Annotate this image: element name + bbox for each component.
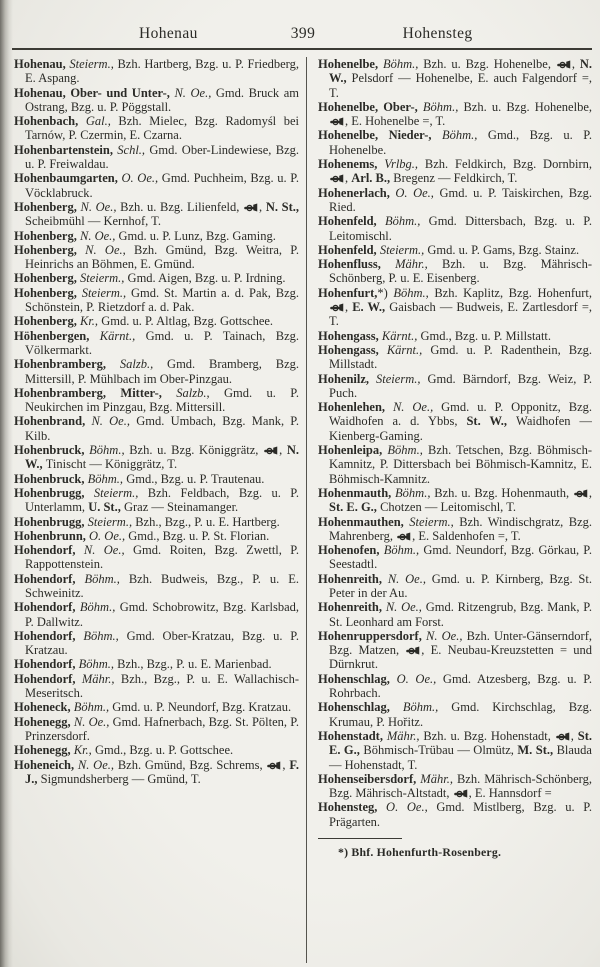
gazetteer-entry <box>14 515 299 529</box>
entry-bold-text: N. St., <box>265 199 299 214</box>
gazetteer-entry <box>14 700 299 714</box>
crownland-abbrev: N. Oe., <box>91 414 137 429</box>
entry-bold-text: Hohenmauth, <box>318 485 396 500</box>
entry-text: Gmd. u. P. Opponitz, Bzg. Waidhofen a. d. Ybbs, <box>329 400 592 429</box>
crownland-abbrev: Mähr., <box>386 728 424 743</box>
entry-text: Gmd. Schobrowitz, Bzg. Karlsbad, P. Dallwitz. <box>25 600 300 629</box>
entry-bold-text: E. W., <box>352 300 390 315</box>
gazetteer-entry <box>14 386 299 415</box>
gazetteer-entry <box>318 800 592 829</box>
posthorn-railway-icon <box>330 174 344 183</box>
entry-bold-text: Hohenlehen, <box>318 400 393 415</box>
header-keyword-left: Hohenau <box>139 25 198 42</box>
entry-bold-text: Hohenbach, <box>14 114 86 129</box>
crownland-abbrev: Gal., <box>85 114 119 129</box>
gazetteer-entry <box>318 600 592 629</box>
entry-text: Böhmisch-Trübau — Olmütz, <box>363 743 518 758</box>
entry-bold-text: Hohenfluss, <box>318 257 396 272</box>
gazetteer-entry <box>318 543 592 572</box>
crownland-abbrev: Steierm., <box>79 271 128 286</box>
page-number: 399 <box>290 25 316 42</box>
entry-bold-text: Hohenbrand, <box>14 414 92 429</box>
text-columns <box>0 50 600 963</box>
crownland-abbrev: Böhm., <box>87 471 127 486</box>
posthorn-railway-icon <box>330 303 344 312</box>
crownland-abbrev: Böhm., <box>383 543 424 558</box>
entry-text: , <box>345 300 353 315</box>
crownland-abbrev: O. Oe., <box>395 185 440 200</box>
posthorn-railway-icon <box>330 117 344 126</box>
gazetteer-entry <box>318 128 592 157</box>
entry-text: Bzh. u. Bzg. Mährisch-Schönberg, P. u. E. Eisenberg. <box>329 257 592 286</box>
posthorn-railway-icon <box>406 646 420 655</box>
entry-text: Gmd. u. P. Neundorf, Bzg. Kratzau. <box>112 700 292 715</box>
entry-bold-text: Hohensteg, <box>318 800 387 815</box>
crownland-abbrev: N. Oe., <box>83 543 134 558</box>
entry-text: Scheibmühl — Kernhof, T. <box>25 214 161 229</box>
crownland-abbrev: O. Oe., <box>121 171 162 186</box>
crownland-abbrev: O. Oe., <box>386 800 437 815</box>
entry-text: Bzh. Hartberg, Bzg. u. P. Friedberg, E. Aspang. <box>25 57 299 86</box>
crownland-abbrev: N. Oe., <box>85 242 135 257</box>
gazetteer-entry <box>14 86 299 115</box>
crownland-abbrev: Böhm., <box>382 57 424 71</box>
entry-text: Bzh. Budweis, Bzg., P. u. E. Schweinitz. <box>25 571 299 600</box>
entry-text: , <box>345 171 352 186</box>
footnote-body: Bhf. Hohenfurth-Rosenberg. <box>351 845 502 860</box>
crownland-abbrev: N. Oe., <box>174 85 216 100</box>
entry-text: Gmd. Ober-Lindewiese, Bzg. u. P. Freiwaldau. <box>25 142 299 172</box>
entry-text: Blauda — Hohenstadt, T. <box>329 743 592 772</box>
gazetteer-entry <box>14 143 299 172</box>
crownland-abbrev: Steierm., <box>81 285 131 300</box>
crownland-abbrev: N. Oe., <box>77 757 118 772</box>
gazetteer-entry <box>318 443 592 486</box>
entry-bold-text: Hohenmauthen, <box>318 514 410 529</box>
entry-bold-text: Hohenbrunn, <box>14 528 90 543</box>
entry-text: , <box>279 443 287 458</box>
entry-bold-text: Hohendorf, <box>14 571 85 586</box>
entry-text: Bzh. Kaplitz, Bzg. Hohenfurt, <box>434 285 592 300</box>
entry-text: Bzh. u. Bzg. Königgrätz, <box>129 443 264 458</box>
gazetteer-entry <box>318 57 592 100</box>
entry-text: Gmd. u. P. Neukirchen im Pinzgau, Bzg. Mittersill. <box>25 385 299 415</box>
gazetteer-entry <box>14 329 299 358</box>
crownland-abbrev: Kr., <box>73 743 95 758</box>
gazetteer-entry <box>14 114 299 143</box>
entry-text: Gaisbach — Budweis, E. Zartlesdorf =, T. <box>329 300 592 329</box>
entry-text: Gmd., Bzg. u. P. Trautenau. <box>126 471 265 486</box>
entry-text: Bzh. Mährisch-Schönberg, Bzg. Mährisch-Altstadt, <box>329 771 592 801</box>
entry-bold-text: Hohenleipa, <box>318 443 388 458</box>
entry-text: Gmd. Puchheim, Bzg. u. P. Vöcklabruck. <box>25 171 300 200</box>
crownland-abbrev: Böhm., <box>78 657 118 672</box>
crownland-abbrev: Schl., <box>117 142 150 157</box>
entry-bold-text: Hohenruppersdorf, <box>318 628 426 643</box>
entry-bold-text: Hohenberg, <box>14 314 80 329</box>
entry-text: Bzh. Mielec, Bzg. Radomyśl bei Tarnów, P. Czermin, E. Czarna. <box>25 114 299 143</box>
gazetteer-entry <box>318 329 592 343</box>
gazetteer-entry <box>14 243 299 272</box>
gazetteer-entry <box>14 672 299 701</box>
entry-bold-text: Hohenstadt, <box>318 728 387 743</box>
entry-text: Bregenz — Feldkirch, T. <box>393 171 518 186</box>
gazetteer-entry <box>318 257 592 286</box>
posthorn-railway-icon <box>244 203 258 212</box>
entry-bold-text: U. St., <box>88 500 124 515</box>
entry-bold-text: Arl. B., <box>351 171 394 186</box>
crownland-abbrev: Böhm., <box>89 443 130 458</box>
entry-bold-text: Hohenau, Ober- und Unter-, <box>14 85 175 100</box>
footnote-text <box>318 845 592 859</box>
entry-text: Bzh. Gmünd, Bzg. Schrems, <box>117 757 267 772</box>
running-head <box>0 0 600 43</box>
entry-bold-text: Hohenerlach, <box>318 185 396 200</box>
gazetteer-entry <box>318 286 592 329</box>
entry-bold-text: Hohenschlag, <box>318 671 397 686</box>
crownland-abbrev: Vrlbg., <box>384 157 425 172</box>
gazetteer-entries-right <box>318 57 592 829</box>
entry-text: , <box>571 57 580 71</box>
entry-text: , <box>259 199 266 214</box>
gazetteer-entry <box>318 186 592 215</box>
entry-text: Bzh., Bzg., P. u. E. Hartberg. <box>135 514 280 529</box>
gazetteer-entry <box>318 372 592 401</box>
entry-text: Gmd. Umbach, Bzg. Mank, P. Kilb. <box>25 414 299 443</box>
entry-bold-text: Hohenbrugg, <box>14 485 94 500</box>
entry-bold-text: M. St., <box>517 743 557 758</box>
crownland-abbrev: N. Oe., <box>385 600 426 615</box>
entry-bold-text: Höhenbergen, <box>14 328 100 343</box>
entry-bold-text: Hohenfurt, <box>318 285 378 300</box>
entry-bold-text: Hohendorf, <box>14 671 82 686</box>
crownland-abbrev: Böhm., <box>84 571 129 586</box>
posthorn-railway-icon <box>267 761 281 770</box>
entry-text: Gmd. Bärndorf, Bzg. Weiz, P. Puch. <box>329 371 592 400</box>
entry-text: Gmd. u. P. Tainach, Bzg. Völkermarkt. <box>25 328 299 357</box>
entry-bold-text: Hohendorf, <box>14 657 79 672</box>
entry-text: Sigmundsherberg — Gmünd, T. <box>40 771 201 786</box>
entry-text: Gmd., Bzg. u. P. St. Florian. <box>128 528 270 543</box>
footnote-marker: *) <box>338 845 349 860</box>
entry-bold-text: Hohenegg, <box>14 743 74 758</box>
entry-text: Bzh. u. Bzg. Hohenstadt, <box>423 728 555 743</box>
gazetteer-entry <box>14 657 299 671</box>
crownland-abbrev: Steierm., <box>69 57 118 71</box>
entry-text: Bzh. Tetschen, Bzg. Böhmisch-Kamnitz, P. Dittersbach bei Böhmisch-Kamnitz, E. Böhmisch-Kamnitz. <box>329 443 592 486</box>
entry-bold-text: Hohenilz, <box>318 371 377 386</box>
posthorn-railway-icon <box>557 60 571 69</box>
entry-text: Bzh. Feldbach, Bzg. u. P. Unterlamm, <box>25 485 299 515</box>
entry-bold-text: St. E. G., <box>329 500 381 515</box>
entry-text: Chotzen — Leitomischl, T. <box>380 500 517 515</box>
gazetteer-entry <box>14 572 299 601</box>
gazetteer-entry <box>318 343 592 372</box>
gazetteer-entry <box>14 357 299 386</box>
entry-bold-text: F. J., <box>25 757 299 786</box>
crownland-abbrev: Mähr., <box>395 257 442 272</box>
gazetteer-entry <box>318 100 592 129</box>
entry-bold-text: Hohenberg, <box>14 242 86 257</box>
crownland-abbrev: Kr., <box>79 314 102 329</box>
right-column <box>306 57 592 963</box>
crownland-abbrev: Steierm., <box>376 371 428 386</box>
posthorn-railway-icon <box>574 489 588 498</box>
gazetteer-entry <box>14 171 299 200</box>
entry-text: Gmd. Ritzengrub, Bzg. Mank, P. St. Leonhard am Forst. <box>329 600 592 629</box>
entry-text: Gmd. Bramberg, Bzg. Mittersill, P. Mühlbach im Ober-Pinzgau. <box>25 357 299 386</box>
crownland-abbrev: Böhm., <box>384 214 429 229</box>
entry-bold-text: Hohendorf, <box>14 600 80 615</box>
crownland-abbrev: O. Oe., <box>396 671 443 686</box>
entry-text: Gmd. u. P. Radenthein, Bzg. Millstadt. <box>329 342 592 372</box>
entry-text: Gmd. Hafnerbach, Bzg. St. Pölten, P. Prinzersdorf. <box>25 714 299 743</box>
entry-bold-text: Hohenseibersdorf, <box>318 771 421 786</box>
entry-text: Gmd. Neundorf, Bzg. Görkau, P. Seestadtl. <box>329 543 592 572</box>
entry-text: Gmd. Ober-Kratzau, Bzg. u. P. Kratzau. <box>25 628 299 658</box>
entry-text: , E. Hannsdorf = <box>468 786 552 801</box>
entry-text: Gmd., Bzg. u. P. Gottschee. <box>94 743 234 758</box>
entry-text: Pelsdorf — Hohenelbe, E. auch Falgendorf =, T. <box>329 71 592 100</box>
crownland-abbrev: Böhm., <box>422 99 464 114</box>
entry-text: , <box>282 757 290 772</box>
posthorn-railway-icon <box>397 532 411 541</box>
footnote-rule <box>318 838 402 839</box>
entry-text: , E. Saldenhofen =, T. <box>412 528 521 543</box>
entry-bold-text: St. W., <box>466 414 517 429</box>
entry-text: , E. Hohenelbe =, T. <box>345 114 446 129</box>
entry-text: Bzh. Gmünd, Bzg. Weitra, P. Heinrichs an Böhmen, E. Gmünd. <box>25 242 299 272</box>
entry-text: Bzh. u. Bzg. Lilienfeld, <box>120 199 244 214</box>
gazetteer-entry <box>14 715 299 744</box>
gazetteer-entry <box>318 515 592 544</box>
posthorn-railway-icon <box>556 732 570 741</box>
entry-text: Gmd. Mistlberg, Bzg. u. P. Prägarten. <box>329 800 592 829</box>
gazetteer-entry <box>318 486 592 515</box>
entry-text: Gmd. u. P. Lunz, Bzg. Gaming. <box>118 228 276 243</box>
entry-bold-text: Hohenfeld, <box>318 214 385 229</box>
entry-bold-text: Hohengass, <box>318 328 382 343</box>
entry-text: Gmd. Roiten, Bzg. Zwettl, P. Rappottenstein. <box>25 543 299 572</box>
crownland-abbrev: N. Oe., <box>426 628 467 643</box>
entry-bold-text: Hohendorf, <box>14 628 84 643</box>
gazetteer-entry <box>14 200 299 229</box>
entry-bold-text: N. W., <box>25 443 299 472</box>
entry-text: Bzh. Unter-Gänserndorf, Bzg. Matzen, <box>329 628 592 658</box>
entry-text: Bzh. u. Bzg. Hohenmauth, <box>434 485 573 500</box>
entry-bold-text: Hohenbramberg, Mitter-, <box>14 385 177 400</box>
gazetteer-entry <box>14 743 299 757</box>
entry-bold-text: Hohenelbe, Nieder-, <box>318 128 442 143</box>
entry-text: , E. Neubau-Kreuzstetten = und Dürnkrut. <box>329 643 592 672</box>
entry-bold-text: Hohenbruck, <box>14 443 90 458</box>
entry-bold-text: Hohenelbe, <box>318 57 383 71</box>
crownland-abbrev: Steierm., <box>379 242 428 257</box>
entry-text: , <box>588 485 592 500</box>
footnote <box>318 838 592 859</box>
gazetteer-entry <box>14 543 299 572</box>
crownland-abbrev: Kärnt., <box>381 328 421 343</box>
entry-text: Gmd. u. P. Taiskirchen, Bzg. Ried. <box>329 185 592 214</box>
entry-bold-text: Hohenfeld, <box>318 242 380 257</box>
entry-bold-text: Hohenreith, <box>318 571 388 586</box>
crownland-abbrev: Böhm., <box>387 443 428 458</box>
entry-text: , <box>570 728 578 743</box>
gazetteer-entry <box>14 414 299 443</box>
entry-text: Gmd. St. Martin a. d. Pak, Bzg. Schönstein, P. Rietzdorf a. d. Pak. <box>25 285 299 315</box>
gazetteer-entry <box>14 229 299 243</box>
crownland-abbrev: Mähr., <box>81 671 121 686</box>
entry-bold-text: Hohendorf, <box>14 543 84 558</box>
entry-text: Bzh. u. Bzg. Hohenelbe, <box>423 57 556 71</box>
entry-text: Bzh., Bzg., P. u. E. Marienbad. <box>117 657 272 672</box>
entry-bold-text: Hoheneck, <box>14 700 74 715</box>
entry-text: *) <box>377 285 394 300</box>
entry-text: Gmd. Kirchschlag, Bzg. Krumau, P. Hořitz. <box>329 700 592 729</box>
entry-text: Bzh. u. Bzg. Hohenelbe, <box>463 99 592 114</box>
gazetteer-entry <box>318 157 592 186</box>
crownland-abbrev: Salzb., <box>176 385 225 400</box>
gazetteer-entry <box>14 57 299 86</box>
gazetteer-entry <box>14 271 299 285</box>
gazetteer-entry <box>318 572 592 601</box>
entry-bold-text: Hohenberg, <box>14 285 82 300</box>
gazetteer-entry <box>318 243 592 257</box>
gazetteer-entry <box>14 529 299 543</box>
header-keyword-right: Hohensteg <box>402 25 473 42</box>
crownland-abbrev: N. Oe., <box>392 400 442 415</box>
gazetteer-entry <box>14 472 299 486</box>
crownland-abbrev: Mähr., <box>420 771 457 786</box>
crownland-abbrev: Böhm., <box>73 700 113 715</box>
gazetteer-entry <box>318 672 592 701</box>
gazetteer-entry <box>14 629 299 658</box>
entry-text: Gmd. u. P. Kirnberg, Bzg. St. Peter in der Au. <box>329 571 592 600</box>
crownland-abbrev: N. Oe., <box>80 199 121 214</box>
gazetteer-entry <box>14 486 299 515</box>
entry-bold-text: Hoheneich, <box>14 757 78 772</box>
entry-bold-text: Hohenems, <box>318 157 385 172</box>
entry-bold-text: Hohenbruck, <box>14 471 88 486</box>
entry-bold-text: Hohenegg, <box>14 714 74 729</box>
crownland-abbrev: Steierm., <box>409 514 460 529</box>
entry-bold-text: Hohenbramberg, <box>14 357 120 372</box>
entry-bold-text: Hohenelbe, Ober-, <box>318 99 423 114</box>
entry-bold-text: Hohenau, <box>14 57 70 71</box>
entry-text: Gmd. Aigen, Bzg. u. P. Irdning. <box>127 271 286 286</box>
gazetteer-entry <box>14 600 299 629</box>
entry-text: Gmd., Bzg. u. P. Millstatt. <box>420 328 552 343</box>
entry-bold-text: Hohenschlag, <box>318 700 403 715</box>
gazetteer-entry <box>318 729 592 772</box>
entry-bold-text: Hohenbaumgarten, <box>14 171 122 186</box>
entry-text: Bzh. Windischgratz, Bzg. Mahrenberg, <box>329 514 592 543</box>
crownland-abbrev: N. Oe., <box>79 228 119 243</box>
crownland-abbrev: Böhm., <box>83 628 127 643</box>
crownland-abbrev: Kärnt., <box>99 328 146 343</box>
entry-bold-text: Hohenberg, <box>14 199 81 214</box>
crownland-abbrev: Böhm., <box>395 485 435 500</box>
crownland-abbrev: Böhm., <box>393 285 435 300</box>
posthorn-railway-icon <box>264 446 278 455</box>
crownland-abbrev: Steierm., <box>87 514 136 529</box>
entry-text: Gmd., Bzg. u. P. Hohenelbe. <box>329 128 592 157</box>
entry-bold-text: Hohenberg, <box>14 271 80 286</box>
entry-text: Gmd. Bruck am Ostrang, Bzg. u. P. Pöggstall. <box>25 85 300 114</box>
gazetteer-entry <box>318 400 592 443</box>
entry-text: Waidhofen — Kienberg-Gaming. <box>329 414 592 443</box>
crownland-abbrev: Steierm., <box>93 485 148 500</box>
entry-bold-text: Hohenofen, <box>318 543 384 558</box>
gazetteer-entry <box>14 286 299 315</box>
entry-text: Bzh. Feldkirch, Bzg. Dornbirn, <box>424 157 592 172</box>
crownland-abbrev: O. Oe., <box>89 528 129 543</box>
gazetteer-entry <box>14 314 299 328</box>
crownland-abbrev: N. Oe., <box>73 714 113 729</box>
crownland-abbrev: Kärnt., <box>386 342 431 357</box>
crownland-abbrev: Salzb., <box>119 357 168 372</box>
gazetteer-entry <box>14 758 299 787</box>
entry-bold-text: St. E. G., <box>329 728 592 758</box>
entry-bold-text: Hohenbartenstein, <box>14 142 118 157</box>
entry-bold-text: Hohenbrugg, <box>14 514 88 529</box>
entry-bold-text: Hohenberg, <box>14 228 80 243</box>
left-column <box>14 57 306 963</box>
gazetteer-entry <box>318 772 592 801</box>
entry-bold-text: N. W., <box>329 57 592 86</box>
gazetteer-entries-left <box>14 57 299 786</box>
crownland-abbrev: Böhm., <box>79 600 120 615</box>
entry-text: Gmd. u. P. Gams, Bzg. Stainz. <box>427 242 580 257</box>
crownland-abbrev: Böhm., <box>442 128 488 143</box>
entry-text: Gmd. Dittersbach, Bzg. u. P. Leitomischl. <box>329 214 592 243</box>
entry-text: Graz — Steinamanger. <box>123 500 239 515</box>
crownland-abbrev: N. Oe., <box>387 571 432 586</box>
entry-bold-text: Hohengass, <box>318 342 387 357</box>
entry-text: Gmd. u. P. Altlag, Bzg. Gottschee. <box>101 314 274 329</box>
entry-bold-text: Hohenreith, <box>318 600 386 615</box>
crownland-abbrev: Böhm., <box>402 700 452 715</box>
entry-text: Tinischt — Königgrätz, T. <box>45 457 178 472</box>
gazetteer-entry <box>14 443 299 472</box>
gazetteer-entry <box>318 700 592 729</box>
gazetteer-entry <box>318 629 592 672</box>
entry-text: Bzh., Bzg., P. u. E. Wallachisch-Meseritsch. <box>25 671 299 701</box>
gazetteer-entry <box>318 214 592 243</box>
entry-text: Gmd. Atzesberg, Bzg. u. P. Rohrbach. <box>329 671 592 701</box>
posthorn-railway-icon <box>454 789 468 798</box>
